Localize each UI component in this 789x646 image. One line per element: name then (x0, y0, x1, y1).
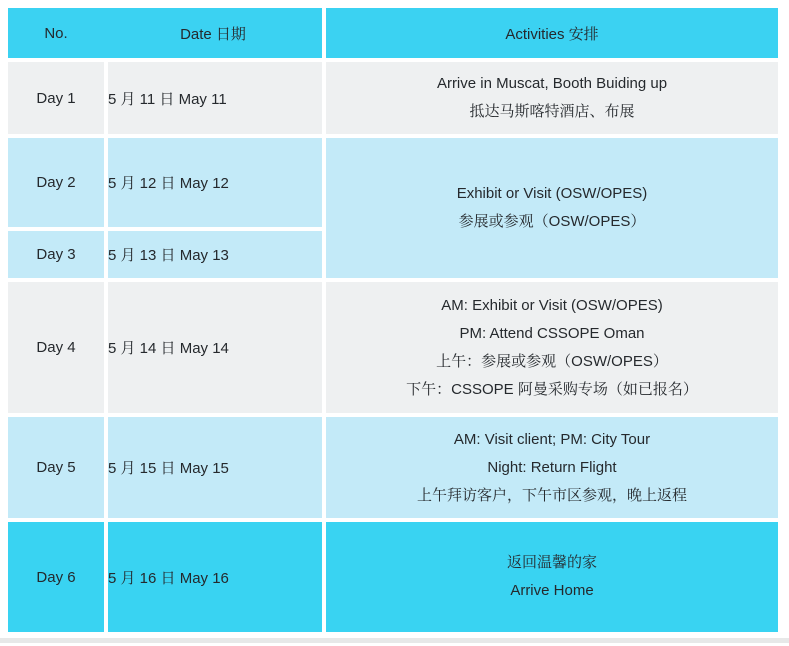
header-no-date-cell (8, 8, 322, 58)
activity-line: AM: Visit client; PM: City Tour (453, 430, 651, 448)
activity-line: AM: Exhibit or Visit (OSW/OPES) (441, 296, 663, 314)
table-row-day6 (8, 522, 778, 632)
itinerary-table (4, 4, 782, 636)
activity-line: 返回温馨的家 (506, 554, 597, 571)
activity-line: 下午：CSSOPE 阿曼采购专场（如已报名） (406, 380, 698, 398)
table-row-day1 (8, 62, 778, 134)
activity-line: Night: Return Flight (487, 458, 617, 476)
activity-line: Arrive Home (510, 582, 594, 599)
table-row-day4 (8, 282, 778, 413)
activity-line: 上午拜访客户，下午市区参观，晚上返程 (416, 486, 687, 504)
activity-line: 抵达马斯喀特酒店、布展 (469, 103, 635, 120)
activity-line: Exhibit or Visit (OSW/OPES) (456, 185, 648, 202)
date-cell: 5 月 16 日 May 16 (108, 522, 322, 632)
table-row-day5 (8, 417, 778, 518)
day-cell: Day 6 (8, 522, 104, 632)
day-cell: Day 3 (8, 231, 104, 278)
date-cell: 5 月 11 日 May 11 (108, 62, 322, 134)
day-cell: Day 2 (8, 138, 104, 227)
activities-cell (326, 522, 778, 632)
header-no: No. (44, 24, 68, 42)
activities-cell (326, 62, 778, 134)
day-cell: Day 1 (8, 62, 104, 134)
activities-cell (326, 417, 778, 518)
activities-cell (326, 282, 778, 413)
activity-line: 上午：参展或参观（OSW/OPES） (436, 352, 668, 370)
header-activities: Activities 安排 (326, 8, 778, 58)
date-cell: 5 月 13 日 May 13 (108, 231, 322, 278)
date-cell: 5 月 14 日 May 14 (108, 282, 322, 413)
header-date: Date 日期 (180, 25, 246, 43)
day-cell: Day 5 (8, 417, 104, 518)
activity-line: 参展或参观（OSW/OPES） (458, 213, 646, 230)
table-row-day2 (8, 138, 778, 227)
day-cell: Day 4 (8, 282, 104, 413)
activity-line: PM: Attend CSSOPE Oman (459, 324, 645, 342)
header-row (8, 8, 778, 58)
activities-cell-merged (326, 138, 778, 278)
date-cell: 5 月 15 日 May 15 (108, 417, 322, 518)
date-cell: 5 月 12 日 May 12 (108, 138, 322, 227)
activity-line: Arrive in Muscat, Booth Buiding up (436, 75, 668, 92)
bottom-edge-divider (0, 638, 789, 643)
